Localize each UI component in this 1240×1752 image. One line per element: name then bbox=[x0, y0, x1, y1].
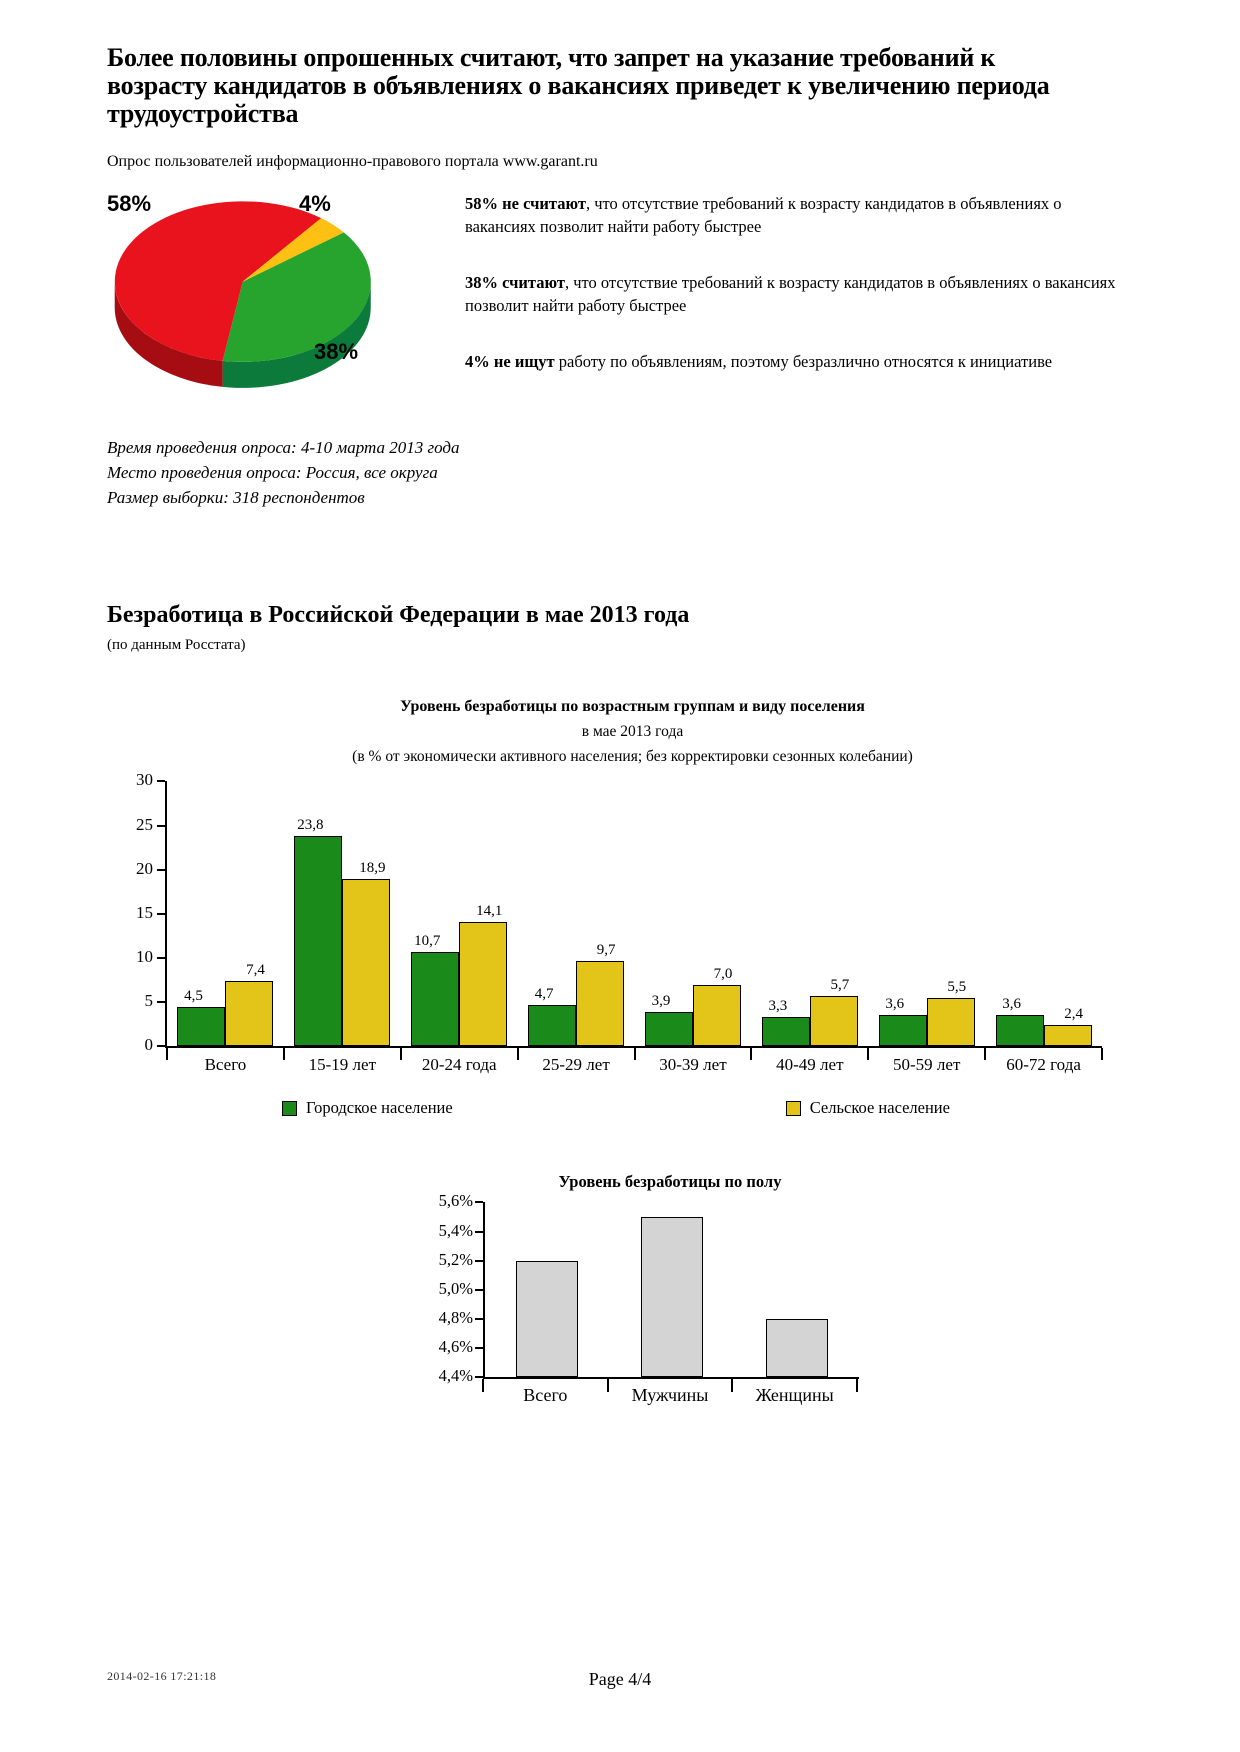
age-chart-legend bbox=[282, 1098, 1135, 1118]
bar-urban bbox=[294, 836, 342, 1046]
rural-swatch-icon bbox=[786, 1101, 801, 1116]
y-tick-mark bbox=[157, 957, 165, 959]
age-chart bbox=[107, 694, 1135, 1118]
bar-wrap bbox=[762, 781, 810, 1046]
bar-group bbox=[284, 781, 401, 1046]
age-chart-categories bbox=[167, 1048, 1102, 1080]
finding-2 bbox=[465, 272, 1135, 318]
bar-group bbox=[518, 781, 635, 1046]
y-tick-mark bbox=[475, 1201, 483, 1203]
y-tick-label: 5,6% bbox=[438, 1191, 473, 1211]
bar-rural bbox=[810, 996, 858, 1046]
bar-value-label: 14,1 bbox=[476, 902, 503, 919]
y-tick-mark bbox=[157, 780, 165, 782]
bar-value-label: 4,7 bbox=[534, 985, 554, 1002]
pie-label-red: 58% bbox=[107, 191, 152, 217]
y-tick-label: 5,0% bbox=[438, 1278, 473, 1298]
bar-value-label: 3,3 bbox=[768, 998, 788, 1015]
y-tick-mark bbox=[475, 1376, 483, 1378]
bar-wrap bbox=[411, 781, 459, 1046]
finding-3-lead: 4% не ищут bbox=[465, 351, 555, 371]
legend-item-rural bbox=[786, 1098, 950, 1118]
y-tick-mark bbox=[475, 1260, 483, 1262]
y-tick-mark bbox=[157, 869, 165, 871]
bar-wrap bbox=[528, 781, 576, 1046]
category-label: 20-24 года bbox=[401, 1048, 518, 1080]
finding-1-lead: 58% не считают bbox=[465, 194, 586, 214]
category-label: 50-59 лет bbox=[868, 1048, 985, 1080]
bar-wrap bbox=[459, 781, 507, 1046]
legend-item-urban bbox=[282, 1098, 453, 1118]
y-tick-mark bbox=[157, 1001, 165, 1003]
bar-wrap bbox=[225, 781, 273, 1046]
age-chart-plot bbox=[165, 781, 1102, 1048]
finding-2-text: , что отсутствие требований к возрасту кандидатов в объявлениях о вакансиях позволит найти работу быстрее bbox=[465, 272, 1116, 315]
urban-swatch-icon bbox=[282, 1101, 297, 1116]
age-chart-subtitle: в мае 2013 года bbox=[581, 722, 684, 740]
bar-urban bbox=[177, 1007, 225, 1047]
page-title: Более половины опрошенных считают, что запрет на указание требований к возрасту кандидатов в объявлениях о вакансиях приведет к увеличению периода трудоустройства bbox=[107, 43, 1050, 128]
finding-2-lead: 38% считают bbox=[465, 272, 565, 292]
bar-group bbox=[635, 781, 752, 1046]
y-tick-label: 4,6% bbox=[438, 1337, 473, 1357]
bar-wrap bbox=[645, 781, 693, 1046]
bar-value-label: 5,7 bbox=[830, 976, 850, 993]
y-tick-label: 20 bbox=[136, 858, 153, 878]
bar-value-label: 2,4 bbox=[1064, 1006, 1083, 1023]
bar-group bbox=[751, 781, 868, 1046]
gender-chart-plot bbox=[483, 1202, 859, 1379]
survey-section bbox=[107, 191, 1135, 406]
bar-value-label: 3,6 bbox=[885, 995, 905, 1012]
category-label: Мужчины bbox=[608, 1379, 733, 1413]
bar-value-label: 3,6 bbox=[1002, 995, 1021, 1012]
finding-3 bbox=[465, 351, 1135, 374]
y-tick-mark bbox=[475, 1289, 483, 1291]
category-label: Женщины bbox=[732, 1379, 857, 1413]
bar-wrap bbox=[1044, 781, 1092, 1046]
bar-wrap bbox=[693, 781, 741, 1046]
y-tick-label: 5,4% bbox=[438, 1220, 473, 1240]
bar-value-label: 4,5 bbox=[184, 987, 203, 1004]
survey-meta-sample: Размер выборки: 318 респондентов bbox=[107, 487, 365, 507]
age-chart-body bbox=[107, 770, 1135, 1055]
y-tick-label: 30 bbox=[136, 770, 153, 790]
y-tick-mark bbox=[157, 913, 165, 915]
bar-urban bbox=[528, 1005, 576, 1047]
bar-rural bbox=[576, 961, 624, 1047]
finding-3-text: работу по объявлениям, поэтому безразлично относятся к инициативе bbox=[554, 351, 1053, 371]
bar-value-label: 7,4 bbox=[246, 961, 265, 978]
y-tick-label: 10 bbox=[136, 947, 153, 967]
bar-wrap bbox=[576, 781, 624, 1046]
bar-value-label: 23,8 bbox=[297, 817, 324, 834]
category-label: 30-39 лет bbox=[635, 1048, 752, 1080]
bar-rural bbox=[927, 998, 975, 1047]
bar bbox=[516, 1261, 578, 1378]
age-chart-note: (в % от экономически активного населения; без корректировки сезонных колебании) bbox=[352, 747, 913, 765]
y-tick-label: 5,2% bbox=[438, 1249, 473, 1269]
bar-wrap bbox=[810, 781, 858, 1046]
bar bbox=[641, 1217, 703, 1377]
bar bbox=[766, 1319, 828, 1377]
bar-wrap bbox=[294, 781, 342, 1046]
y-tick-mark bbox=[157, 825, 165, 827]
y-tick-mark bbox=[475, 1231, 483, 1233]
bar-wrap bbox=[177, 781, 225, 1046]
pie-label-green: 38% bbox=[314, 339, 359, 365]
y-tick-label: 5 bbox=[144, 991, 153, 1011]
finding-1 bbox=[465, 193, 1135, 239]
bar-wrap bbox=[927, 781, 975, 1046]
y-tick-label: 4,4% bbox=[438, 1366, 473, 1386]
bar-urban bbox=[645, 1012, 693, 1047]
survey-meta-time: Время проведения опроса: 4-10 марта 2013 года bbox=[107, 438, 460, 458]
bar-urban bbox=[996, 1015, 1044, 1047]
category-label: 15-19 лет bbox=[284, 1048, 401, 1080]
bar-group bbox=[401, 781, 518, 1046]
y-tick-label: 25 bbox=[136, 814, 153, 834]
section2-source: (по данным Росстата) bbox=[107, 637, 246, 654]
category-label: 25-29 лет bbox=[518, 1048, 635, 1080]
bar-group bbox=[985, 781, 1102, 1046]
bar-rural bbox=[342, 879, 390, 1046]
footer-timestamp: 2014-02-16 17:21:18 bbox=[107, 1669, 217, 1683]
bar-value-label: 9,7 bbox=[596, 941, 616, 958]
bar-rural bbox=[225, 981, 273, 1046]
category-label: 40-49 лет bbox=[751, 1048, 868, 1080]
legend-rural-label: Сельское население bbox=[809, 1098, 950, 1118]
bar-wrap bbox=[342, 781, 390, 1046]
bar-urban bbox=[762, 1017, 810, 1046]
bar-slot bbox=[734, 1202, 859, 1377]
survey-findings bbox=[465, 191, 1135, 406]
bar-group bbox=[868, 781, 985, 1046]
category-label: Всего bbox=[167, 1048, 284, 1080]
bar-urban bbox=[879, 1015, 927, 1047]
y-tick-mark bbox=[475, 1318, 483, 1320]
bar-group bbox=[167, 781, 284, 1046]
y-tick-label: 4,8% bbox=[438, 1308, 473, 1328]
category-label: 60-72 года bbox=[985, 1048, 1102, 1080]
bar-rural bbox=[693, 985, 741, 1047]
section2-title: Безработица в Российской Федерации в мае 2013 года bbox=[107, 602, 690, 629]
bar-value-label: 7,0 bbox=[713, 965, 733, 982]
bar-wrap bbox=[996, 781, 1044, 1046]
bar-value-label: 10,7 bbox=[414, 932, 441, 949]
y-tick-label: 15 bbox=[136, 902, 153, 922]
legend-urban-label: Городское население bbox=[306, 1098, 453, 1118]
bar-slot bbox=[485, 1202, 610, 1377]
finding-1-text: , что отсутствие требований к возрасту кандидатов в объявлениях о вакансиях позволит найти работу быстрее bbox=[465, 194, 1062, 237]
gender-chart-title: Уровень безработицы по полу bbox=[558, 1172, 782, 1192]
bar-value-label: 18,9 bbox=[359, 860, 386, 877]
survey-meta-place: Место проведения опроса: Россия, все округа bbox=[107, 462, 438, 482]
footer-page-number: Page 4/4 bbox=[588, 1669, 652, 1689]
y-tick-mark bbox=[475, 1347, 483, 1349]
bar-wrap bbox=[879, 781, 927, 1046]
bar-value-label: 5,5 bbox=[947, 978, 967, 995]
category-label: Всего bbox=[483, 1379, 608, 1413]
gender-chart bbox=[419, 1172, 1135, 1413]
pie-label-yellow: 4% bbox=[299, 191, 331, 217]
gender-chart-yaxis bbox=[419, 1191, 483, 1386]
survey-source-line: Опрос пользователей информационно-правового портала www.garant.ru bbox=[107, 153, 598, 171]
gender-chart-categories bbox=[483, 1379, 857, 1413]
bar-rural bbox=[459, 922, 507, 1047]
pie-chart bbox=[107, 191, 465, 403]
age-chart-titles bbox=[165, 694, 1100, 769]
y-tick-label: 0 bbox=[144, 1035, 153, 1055]
bar-urban bbox=[411, 952, 459, 1047]
bar-value-label: 3,9 bbox=[651, 992, 671, 1009]
survey-meta bbox=[107, 436, 1135, 510]
bar-slot bbox=[610, 1202, 735, 1377]
gender-chart-body bbox=[419, 1191, 1135, 1386]
bar-rural bbox=[1044, 1025, 1092, 1046]
age-chart-title: Уровень безработицы по возрастным группам и виду поселения bbox=[400, 698, 865, 716]
y-tick-mark bbox=[157, 1045, 165, 1047]
